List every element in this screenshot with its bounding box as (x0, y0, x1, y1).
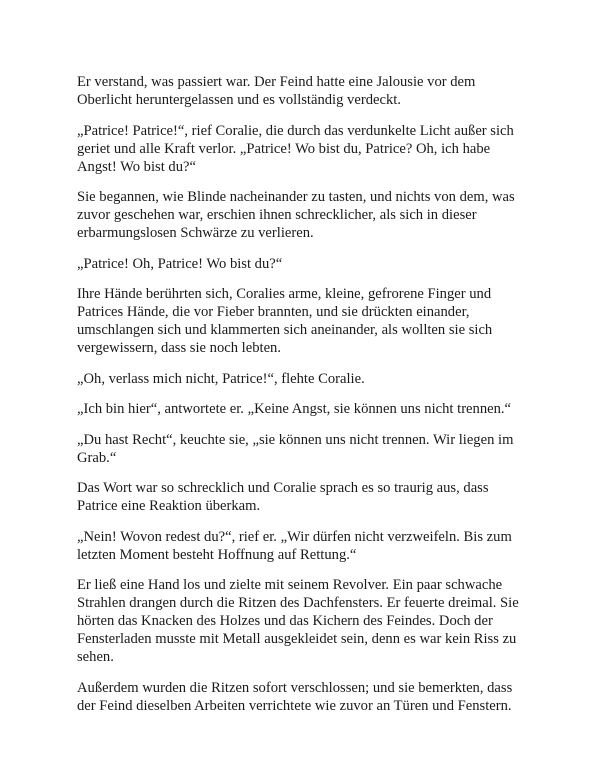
paragraph: „Patrice! Patrice!“, rief Coralie, die durch das verdunkelte Licht außer sich geriet und alle Kraft verlor. „Patrice! Wo bist du, Patrice? Oh, ich habe Angst! Wo bist du?“ (77, 122, 514, 175)
paragraph: Ihre Hände berührten sich, Coralies arme, kleine, gefrorene Finger und Patrices Hände, die vor Fieber brannten, und sie drückten einander, umschlangen sich und klammerten sich aneinander, als wollten sie sich vergewissern, dass sie noch lebten. (77, 286, 493, 356)
paragraph: Das Wort war so schrecklich und Coralie sprach es so traurig aus, dass Patrice eine Reaktion überkam. (77, 480, 489, 514)
paragraph: „Du hast Recht“, keuchte sie, „sie können uns nicht trennen. Wir liegen im Grab.“ (77, 431, 514, 466)
paragraph: Außerdem wurden die Ritzen sofort verschlossen; und sie bemerkten, dass der Feind dieselben Arbeiten verrichtete wie zuvor an Türen und Fenstern. (77, 679, 513, 714)
paragraph: Sie begannen, wie Blinde nacheinander zu tasten, und nichts von dem, was zuvor geschehen war, erschien ihnen schrecklicher, als sich in dieser erbarmungslosen Schwärze zu verlieren. (77, 189, 515, 241)
paragraph: „Ich bin hier“, antwortete er. „Keine Angst, sie können uns nicht trennen.“ (77, 401, 512, 417)
paragraph: „Oh, verlass mich nicht, Patrice!“, flehte Coralie. (77, 370, 365, 387)
paragraph: „Nein! Wovon redest du?“, rief er. „Wir dürfen nicht verzweifeln. Bis zum letzten Moment besteht Hoffnung auf Rettung.“ (77, 528, 512, 563)
paragraph: Er verstand, was passiert war. Der Feind hatte eine Jalousie vor dem Oberlicht heruntergelassen und es vollständig verdeckt. (77, 74, 476, 108)
body-text (77, 73, 537, 727)
paragraph: „Patrice! Oh, Patrice! Wo bist du?“ (77, 255, 283, 272)
paragraph: Er ließ eine Hand los und zielte mit seinem Revolver. Ein paar schwache Strahlen drangen durch die Ritzen des Dachfensters. Er feuerte dreimal. Sie hörten das Knacken des Holzes und das Kichern des Feindes. Doch der Fensterladen musste mit Metall ausgekleidet sein, denn es war kein Riss zu sehen. (77, 577, 519, 665)
